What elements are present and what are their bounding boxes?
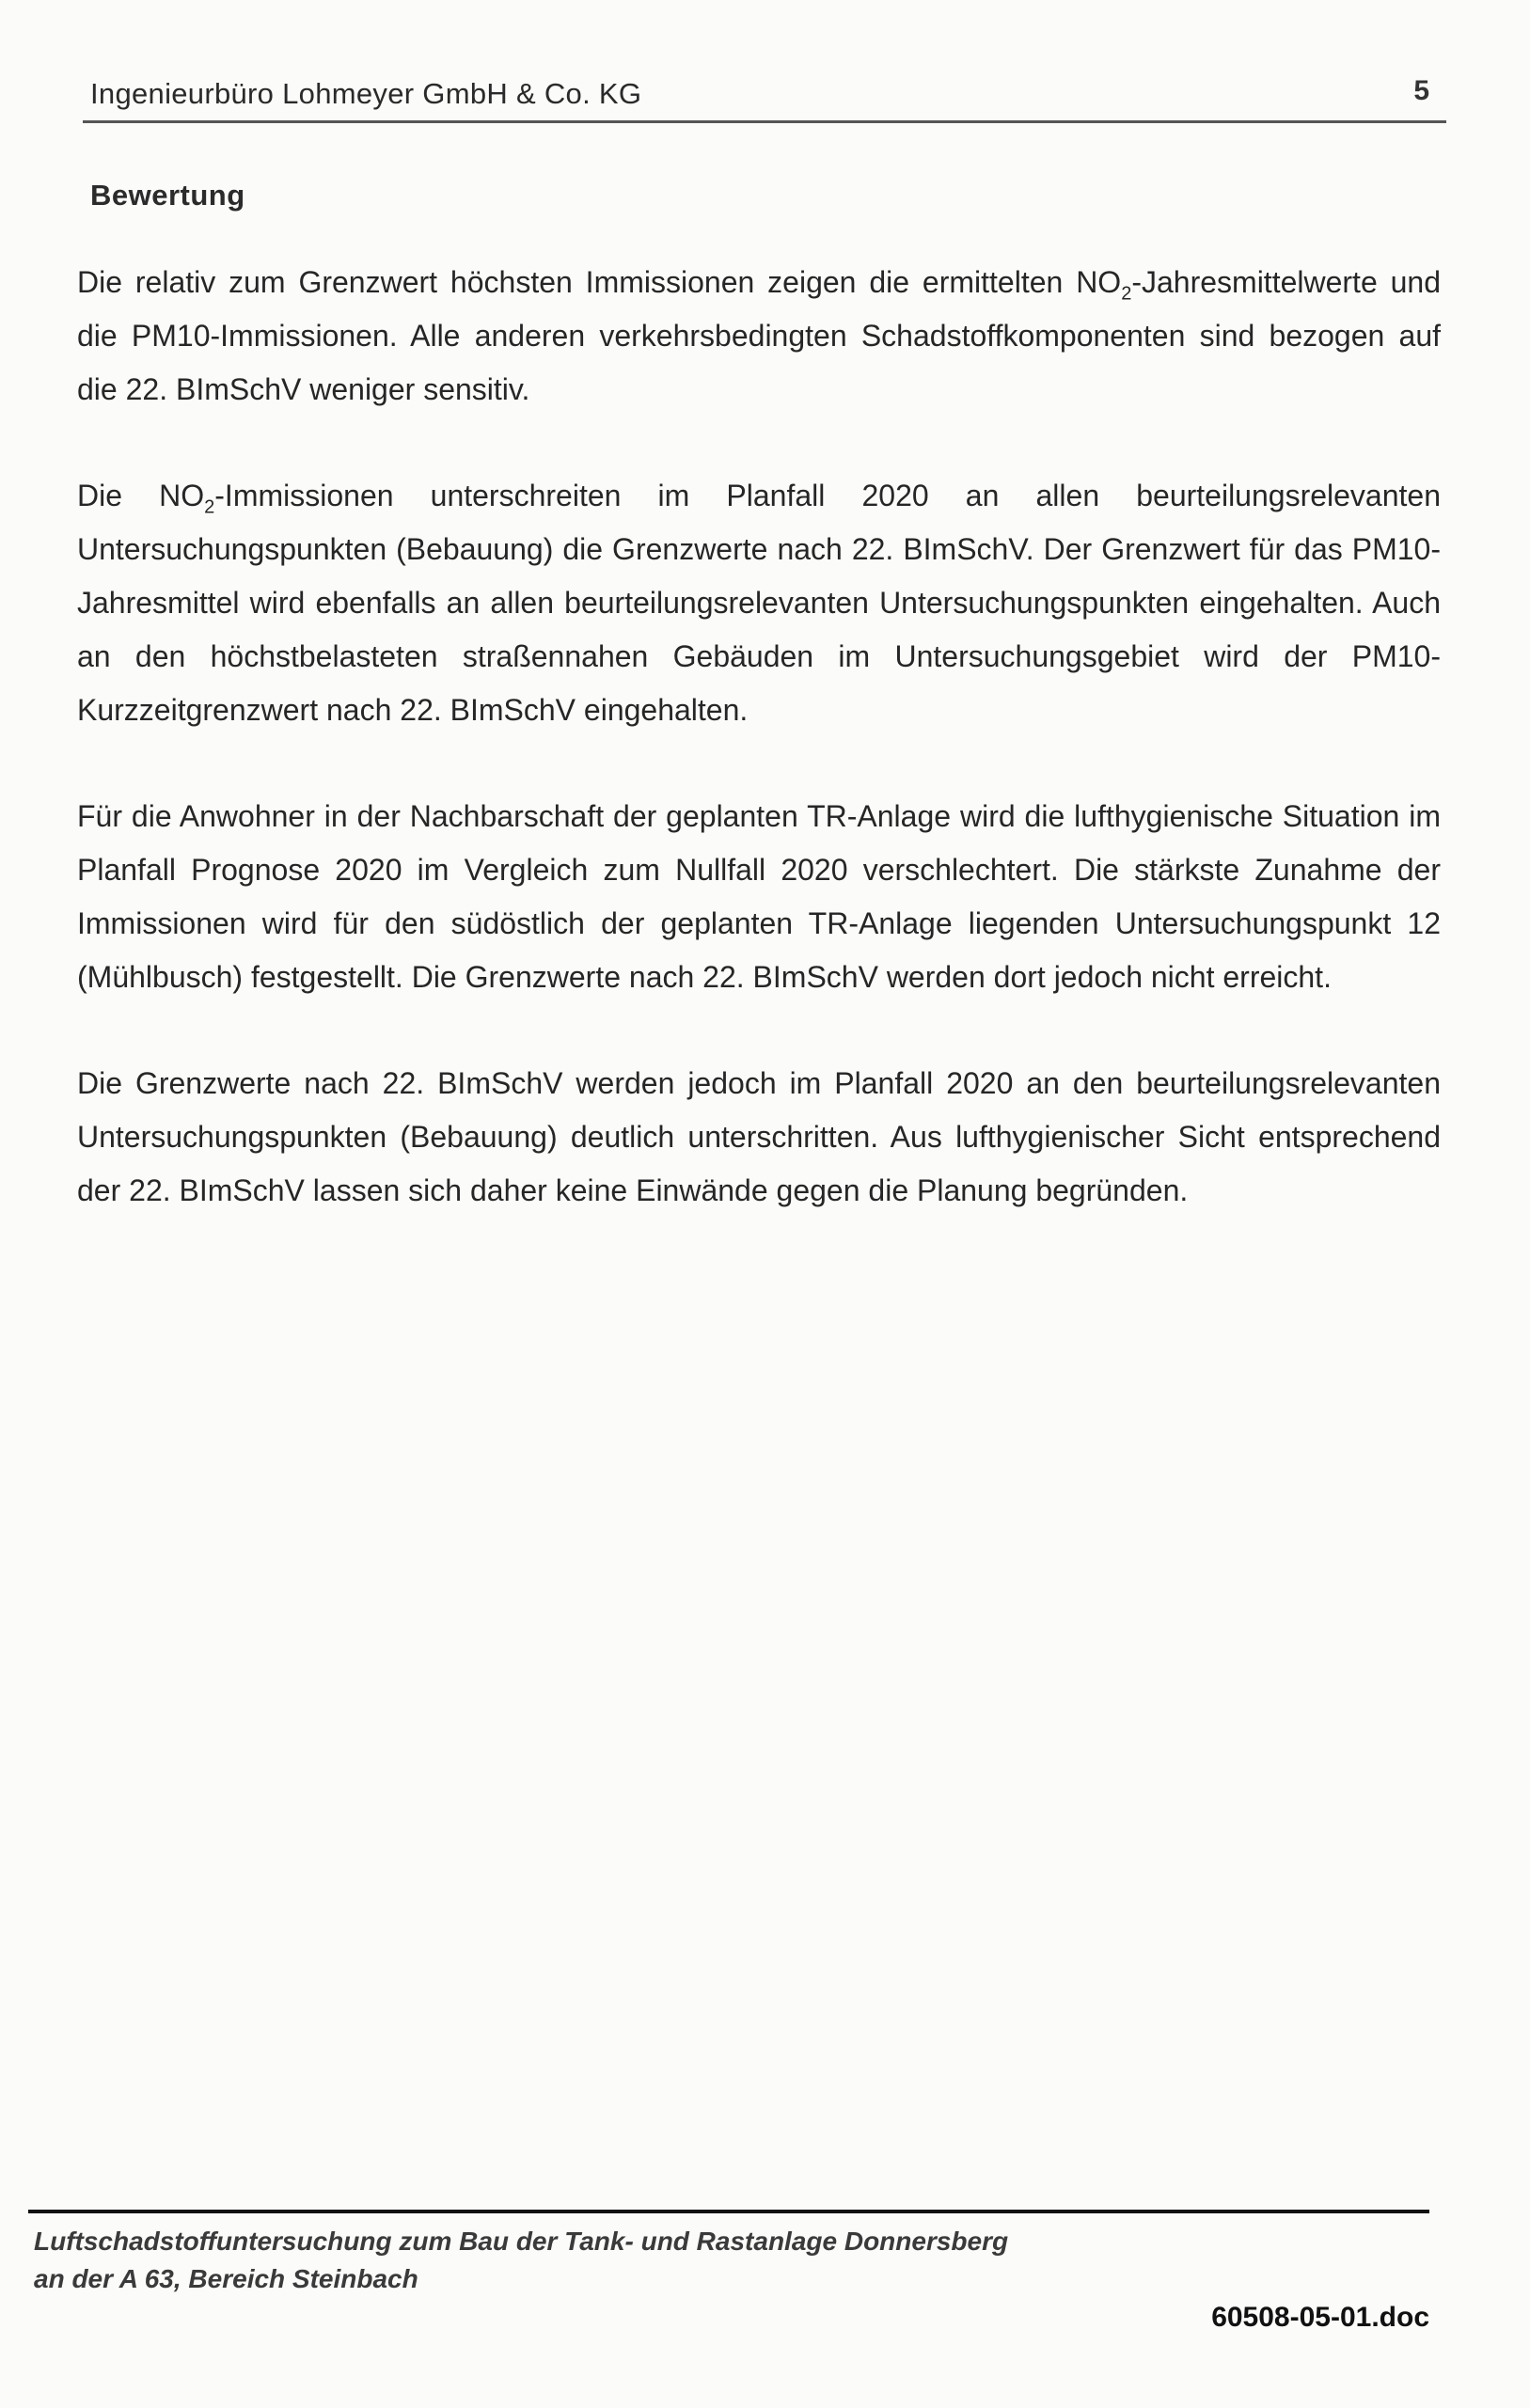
page-header [83,66,1446,132]
paragraph-4: Die Grenzwerte nach 22. BImSchV werden jedoch im Planfall 2020 an den beurteilungsrelevanten Untersuchungspunkten (Bebauung) deutlich unterschritten. Aus lufthygienischer Sicht entsprechend der 22. BImSchV lassen sich daher keine Einwände gegen die Planung begründen. [77,1066,1441,1207]
footer-rule [28,2210,1429,2213]
paragraph-1-text-a: Die relativ zum Grenzwert höchsten Immissionen zeigen die ermittelten NO [77,265,1122,299]
footer-project-location: an der A 63, Bereich Steinbach [34,2264,418,2293]
company-name: Ingenieurbüro Lohmeyer GmbH & Co. KG [90,77,642,110]
paragraph-3: Für die Anwohner in der Nachbarschaft der geplanten TR-Anlage wird die lufthygienische Situation im Planfall Prognose 2020 im Vergleich zum Nullfall 2020 verschlechtert. Die stärkste Zunahme der Immissionen wird für den südöstlich der geplanten TR-Anlage liegenden Untersuchungspunkt 12 (Mühlbusch) festgestellt. Die Grenzwerte nach 22. BImSchV werden dort jedoch nicht erreicht. [77,799,1441,994]
paragraph-1-subscript: 2 [1121,283,1132,305]
paragraph-2-subscript: 2 [204,496,215,518]
paragraph-1 [77,256,1441,417]
header-rule [83,120,1446,123]
paragraph-2 [77,469,1441,737]
footer-project-title: Luftschadstoffuntersuchung zum Bau der Tank- und Rastanlage Donnersberg [34,2227,1009,2256]
paragraph-1-text-b: -Jahresmittelwerte und die PM10-Immissionen. Alle anderen verkehrsbedingten Schadstoffkomponenten sind bezogen auf die 22. BImSchV weniger sensitiv. [77,265,1442,406]
section-heading: Bewertung [90,179,245,212]
footer-document-reference: 60508-05-01.doc [1211,2302,1429,2333]
page-footer [28,2210,1429,2360]
body-text [77,256,1441,1270]
page-number: 5 [1413,75,1429,106]
paragraph-2-text-a: Die NO [77,479,205,512]
paragraph-2-text-b: -Immissionen unterschreiten im Planfall 2020 an allen beurteilungsrelevanten Untersuchungspunkten (Bebauung) die Grenzwerte nach 22. BImSchV. Der Grenzwert für das PM10-Jahresmittel wird ebenfalls an allen beurteilungsrelevanten Untersuchungspunkten eingehalten. Auch an den höchstbelasteten straßennahen Gebäuden im Untersuchungsgebiet wird der PM10-Kurzzeitgrenzwert nach 22. BImSchV eingehalten. [77,479,1442,727]
